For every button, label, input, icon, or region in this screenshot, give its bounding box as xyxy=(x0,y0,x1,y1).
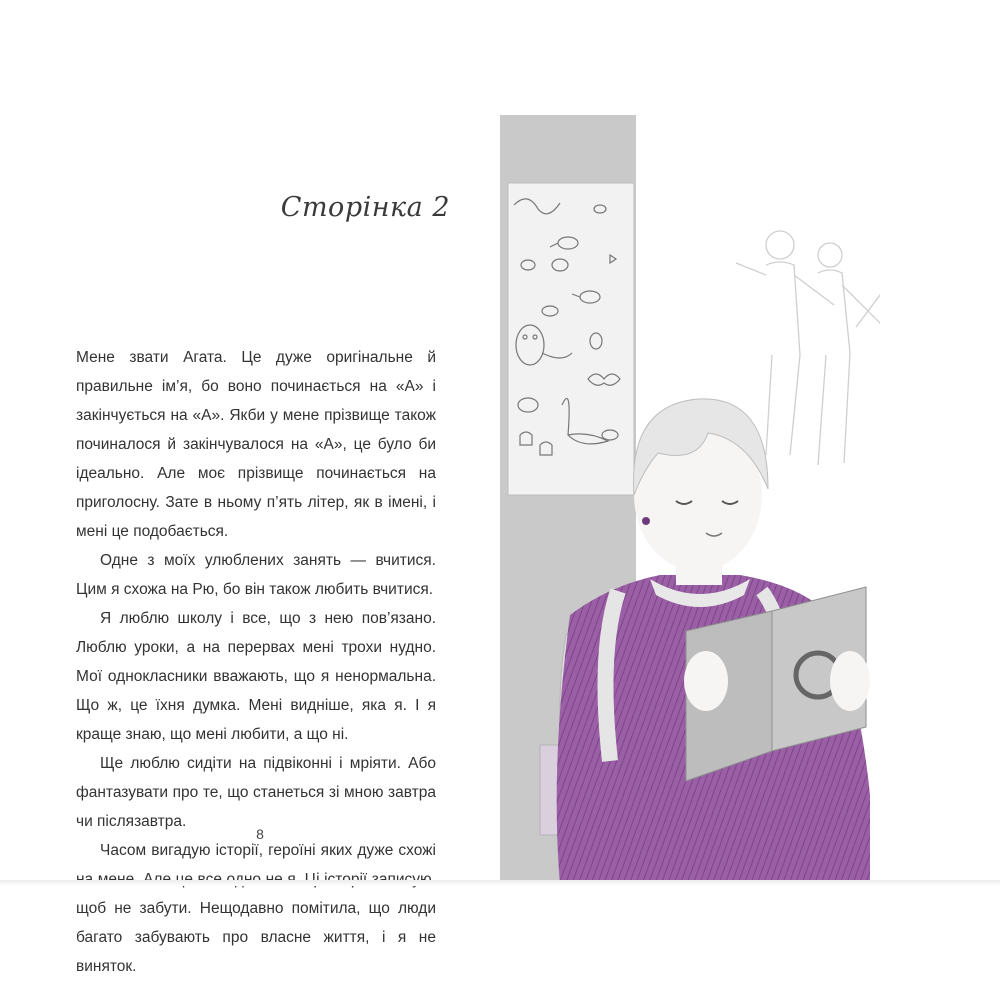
chapter-title: Сторінка 2 xyxy=(280,192,450,223)
page-number: 8 xyxy=(256,826,264,842)
left-hand xyxy=(684,651,728,711)
paragraph: Мене звати Агата. Це дуже оригінальне й правильне ім’я, бо воно починається на «А» і закінчується на «А». Якби у мене прізвище також починалося й закінчувалося на «А», це було би ідеально. Але моє прізвище починається на приголосну. Зате в ньому п’ять літер, як в імені, і мені це подобається. xyxy=(76,349,436,540)
left-page xyxy=(0,0,500,975)
right-page xyxy=(500,115,880,884)
right-hand xyxy=(830,651,870,711)
paragraph: Я люблю школу і все, що з нею пов’язано. Люблю уроки, а на перервах мені трохи нудно. Мої однокласники вважають, що я ненормальна. Що ж, це їхня думка. Мені видніше, яка я. І я краще знаю, що мені любити, а що ні. xyxy=(76,610,436,743)
animal-poster xyxy=(508,183,634,495)
girl-reading-book-illustration xyxy=(500,115,880,884)
paragraph: Ще люблю сидіти на підвіконні і мріяти. Або фантазувати про те, що станеться зі мною завтра чи післязавтра. xyxy=(76,755,436,830)
page-bottom-edge xyxy=(0,880,1000,886)
earring xyxy=(642,517,650,525)
paragraph: Одне з моїх улюблених занять — вчитися. Цим я схожа на Рю, бо він також любить вчитися. xyxy=(76,552,436,598)
paragraph: Часом вигадую історії, героїні яких дуже схожі щоб не забути. Нещодавно помітила, що люди багато забувають про власне життя, і я не виняток. xyxy=(76,842,436,975)
